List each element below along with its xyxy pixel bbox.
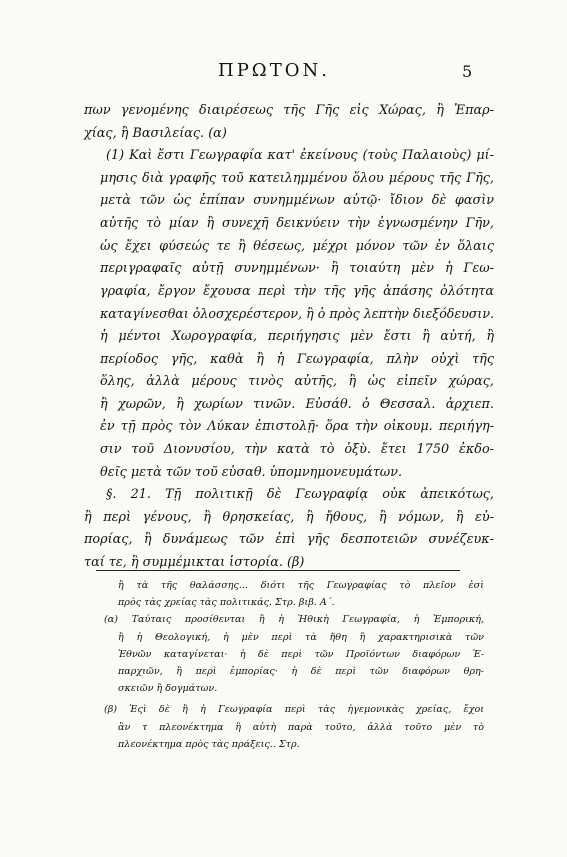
footnote-line: ἂν τ πλεονέκτημα ἢ αὐτὴ παρὰ τοῦτο, ἀλλὰ τοῦτο μὲν τὸ [118, 721, 484, 733]
section-start-line: §. 21. Τῇ πολιτικῇ δὲ Γεωγραφίᾳ οὐκ ἀπεικότως, [106, 487, 494, 503]
text-line: μησις διὰ γραφῆς τοῦ κατειλημμένου ὅλου μέρους τῆς Γῆς, [100, 170, 494, 186]
running-header [0, 60, 567, 86]
text-line: ταί τε, ἢ συμμέμικται ἱστορία. (β) [84, 554, 305, 570]
running-title: ΠΡΩΤΟΝ. [218, 60, 330, 81]
text-line: γραφία, ἔργον ἔχουσα περὶ τὴν τῆς γῆς ἁπάσης ὁλότητα [100, 283, 494, 299]
footnote-line: πλεονέκτημα πρὸς τὰς πράξεις.. Στρ. [118, 738, 300, 750]
footnote-line: ἢ τὰ τῆς θαλάσσης... διότι τῆς Γεωγραφίας τὸ πλεῖον ἐσὶ [118, 580, 484, 591]
text-line: σιν τοῦ Διονυσίου, τὴν κατὰ τὸ ὀξὺ. ἔτει 1750 ἐκδο- [100, 441, 494, 457]
footnotes [104, 577, 484, 753]
text-line: καταγίνεσθαι ὁλοσχερέστερον, ἢ ὁ πρὸς λεπτὴν διεξόδευσιν. [100, 306, 494, 322]
text-line: ἢ περὶ γένους, ἢ θρησκείας, ἢ ἤθους, ἢ νόμων, ἢ εὐ- [84, 509, 494, 525]
text-line: ἢ χωρῶν, ἢ χωρίων τινῶν. Εὐσάθ. ὁ Θεσσαλ. ἀρχιεπ. [100, 396, 494, 412]
footnote-line: πρὸς τὰς χρείας τὰς πολιτικάς. Στρ. βιβ. Α΄. [118, 597, 335, 609]
text-line: περίοδος γῆς, καθὰ ἢ ἡ Γεωγραφία, πλὴν οὐχὶ τῆς [100, 351, 494, 367]
footnote-line: Ἐθνῶν καταγίνεται· ἡ δὲ περὶ τῶν Προϊόντων διαφόρων Ἐ- [118, 648, 484, 660]
text-line: θεῖς μετὰ τῶν τοῦ εὐσαθ. ὑπομνημονευμάτων. [100, 464, 403, 480]
footnote-divider [96, 570, 460, 571]
text-line: χίας, ἢ Βασιλείας. (α) [84, 125, 227, 141]
text-line: αὐτῆς τὸ μίαν ἢ συνεχῆ δεικνύειν τὴν ἐγνωσμένην Γῆν, [100, 215, 494, 231]
footnote-line: σκειῶν ἢ δογμάτων. [118, 683, 218, 695]
text-line: πων γενομένης διαιρέσεως τῆς Γῆς εἰς Χώρας, ἢ Ἐπαρ- [84, 103, 494, 118]
text-line: πορίας, ἢ δυνάμεως τῶν ἐπὶ γῆς δεσποτειῶν συνέζευκ- [84, 532, 494, 548]
page-number: 5 [462, 62, 473, 81]
text-line: ὅλης, ἀλλὰ μέρους τινὸς αὐτῆς, ἢ ὡς εἰπεῖν χώρας, [100, 374, 494, 390]
footnote-line: (α) Ταύταις προσίθενται ἢ ἡ Ἠθικὴ Γεωγραφία, ἡ Ἐμπορική, [104, 614, 484, 626]
text-line: ὡς ἔχει φύσεώς τε ἢ θέσεως, μέχρι μόνον τῶν ἐν ὅλαις [100, 238, 494, 254]
text-line: ἐν τῇ πρὸς τὸν Λύκαν ἐπιστολῇ· ὅρα τὴν οἰκουμ. περιήγη- [100, 419, 494, 435]
footnote-line: παρχιῶν, ἢ περὶ ἐμπορίας· ἡ δὲ περὶ τῶν διαφόρων θρη- [118, 665, 484, 677]
footnote-line: (β) Ἐςὶ δὲ ἢ ἡ Γεωγραφία περὶ τὰς ἡγεμονικὰς χρείας, ἔχοι [104, 704, 484, 716]
text-line: περιγραφαῖς αὐτῇ συνημμένων· ἢ τοιαύτη μὲν ἡ Γεω- [100, 261, 494, 277]
text-line: (1) Καὶ ἔστι Γεωγραφία κατ' ἐκείνους (τοὺς Παλαιοὺς) μί- [106, 148, 494, 164]
text-line: μετὰ τῶν ὡς ἐπίπαν συνημμένων αὐτῷ· ἴδιον δὲ φασὶν [100, 193, 494, 209]
footnote-line: ἢ ἡ Θεολογική, ἡ μὲν περὶ τὰ ἤθη ἢ χαρακτηρισικὰ τῶν [118, 631, 484, 643]
text-line: ἡ μέντοι Χωρογραφία, περιήγησις μὲν ἔστι ἢ αὐτή, ἢ [100, 328, 494, 344]
main-text [84, 100, 494, 574]
